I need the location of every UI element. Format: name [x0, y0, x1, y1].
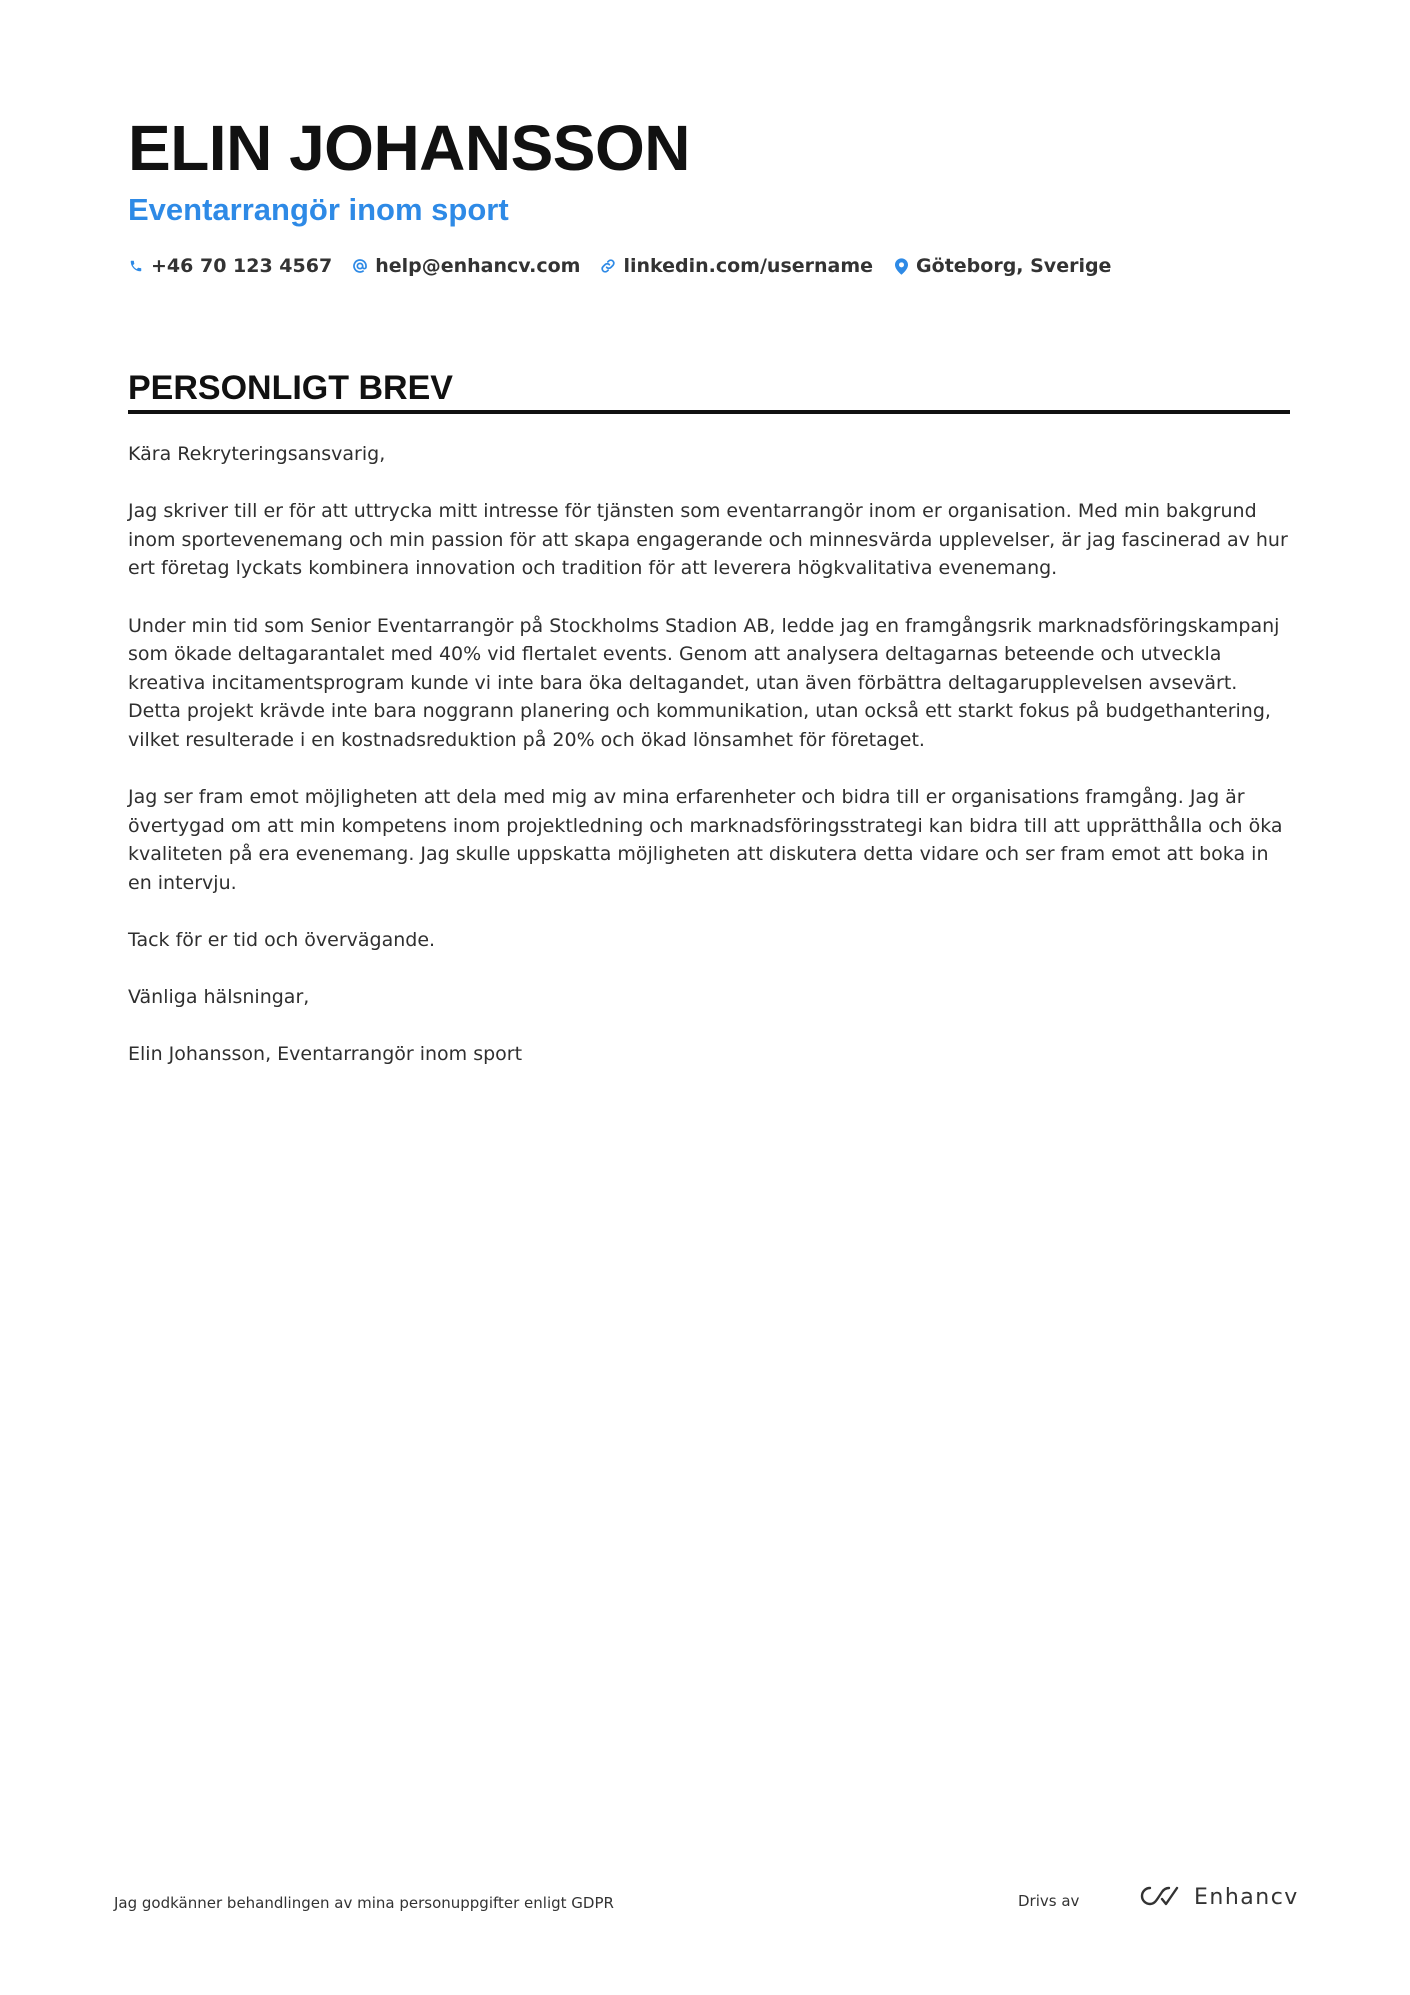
- letter-paragraph: Under min tid som Senior Eventarrangör på Stockholms Stadion AB, ledde jag en framgångsrik marknadsföringskampanj som ökade deltagarantalet med 40% vid flertalet events. Genom att analysera deltagarnas beteende och utveckla kreativa incitamentsprogram kunde vi inte bara öka deltagandet, utan även förbättra deltagarupplevelsen avsevärt. Detta projekt krävde inte bara noggrann planering och kommunikation, utan också ett starkt fokus på budgethantering, vilket resulterade i en kostnadsreduktion på 20% och ökad lönsamhet för företaget.: [128, 614, 1280, 751]
- contact-location: [893, 252, 1111, 280]
- link-icon: [600, 256, 616, 276]
- email-address: help@enhancv.com: [375, 255, 581, 277]
- contact-linkedin: [600, 252, 873, 280]
- gdpr-consent: Jag godkänner behandlingen av mina personuppgifter enligt GDPR: [114, 1894, 614, 1912]
- powered-by-label: Drivs av: [1018, 1892, 1080, 1910]
- letter-thanks: Tack för er tid och övervägande.: [128, 929, 436, 952]
- linkedin-url: linkedin.com/username: [623, 255, 874, 277]
- at-icon: [352, 256, 368, 276]
- letter-paragraph: Jag skriver till er för att uttrycka mitt intresse för tjänsten som eventarrangör inom er organisation. Med min bakgrund inom sportevenemang och min passion för att skapa engagerande och minnesvärda upplevelser, är jag fascinerad av hur ert företag lyckats kombinera innovation och tradition för att leverera högkvalitativa evenemang.: [128, 500, 1288, 580]
- location-pin-icon: [893, 256, 909, 276]
- section-divider: [128, 410, 1290, 414]
- letter-greeting: Kära Rekryteringsansvarig,: [128, 443, 386, 465]
- brand-name: Enhancv: [1194, 1885, 1299, 1910]
- letter-body: [128, 440, 1292, 1098]
- location: Göteborg, Sverige: [916, 255, 1112, 277]
- letter-closing: Vänliga hälsningar,: [128, 986, 310, 1009]
- contact-bar: [128, 252, 1131, 280]
- phone-icon: [128, 256, 144, 276]
- brand-logo[interactable]: [1138, 1883, 1299, 1913]
- job-title: Eventarrangör inom sport: [128, 192, 509, 227]
- letter-paragraph: Jag ser fram emot möjligheten att dela med mig av mina erfarenheter och bidra till er organisations framgång. Jag är övertygad om att min kompetens inom projektledning och marknadsföringsstrategi kan bidra till att upprätthålla och öka kvaliteten på era evenemang. Jag skulle uppskatta möjligheten att diskutera detta vidare och ser fram emot att boka in en intervju.: [128, 786, 1283, 894]
- section-title: PERSONLIGT BREV: [128, 369, 453, 407]
- enhancv-logo-icon: [1138, 1885, 1184, 1911]
- phone-number: +46 70 123 4567: [151, 255, 333, 277]
- contact-phone: [128, 252, 332, 280]
- contact-email: [352, 252, 580, 280]
- applicant-name: ELIN JOHANSSON: [128, 112, 690, 184]
- letter-signature: Elin Johansson, Eventarrangör inom sport: [128, 1043, 523, 1066]
